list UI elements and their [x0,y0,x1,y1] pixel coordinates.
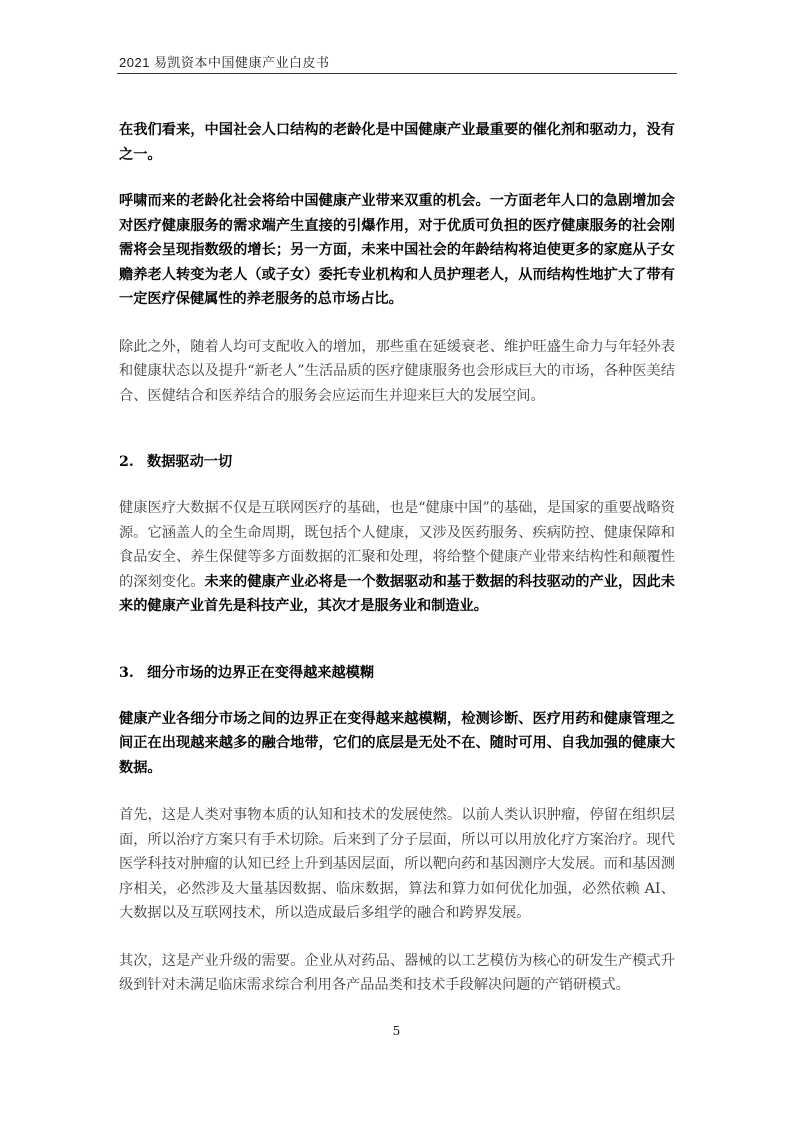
page-body [119,118,675,998]
section-heading-3 [119,661,675,685]
paragraph-aging-opportunity: 呼啸而来的老龄化社会将给中国健康产业带来双重的机会。一方面老年人口的急剧增加会对医疗健康服务的需求端产生直接的引爆作用，对于优质可负担的医疗健康服务的社会刚需将会呈现指数级的增长；另一方面，未来中国社会的年龄结构将迫使更多的家庭从子女赡养老人转变为老人（或子女）委托专业机构和人员护理老人，从而结构性地扩大了带有一定医疗保健属性的养老服务的总市场占比。 [119,193,675,307]
paragraph-aging-driver: 在我们看来，中国社会人口结构的老龄化是中国健康产业最重要的催化剂和驱动力，没有之一。 [119,122,675,163]
section-number: 3. [119,664,134,681]
paragraph-big-data-text: 健康医疗大数据不仅是互联网医疗的基础，也是“健康中国”的基础，是国家的重要战略资源。它涵盖人的全生命周期，既包括个人健康，又涉及医药服务、疾病防控、健康保障和食品安全、养生保健等多方面数据的汇聚和处理，将给整个健康产业带来结构性和颠覆性的深刻变化。 [119,500,675,590]
paragraph-big-data [119,496,675,619]
paragraph-income-growth: 除此之外，随着人均可支配收入的增加，那些重在延缓衰老、维护旺盛生命力与年轻外表和健康状态以及提升“新老人”生活品质的医疗健康服务也会形成巨大的市场，各种医美结合、医健结合和医养结合的服务会应运而生并迎来巨大的发展空间。 [119,338,675,404]
paragraph-second-reason: 其次，这是产业升级的需要。企业从对药品、器械的以工艺模仿为核心的研发生产模式升级到针对未满足临床需求综合利用各产品品类和技术手段解决问题的产销研模式。 [119,952,675,993]
section-title: 细分市场的边界正在变得越来越模糊 [147,664,375,681]
section-title: 数据驱动一切 [147,454,233,470]
document-header: 2021 易凯资本中国健康产业白皮书 [119,55,330,70]
section-number: 2. [119,454,134,470]
header-divider [117,73,677,74]
page-number: 5 [392,1024,401,1038]
section-heading-2 [119,450,675,474]
paragraph-big-data-emphasis: 未来的健康产业必将是一个数据驱动和基于数据的科技驱动的产业，因此未来的健康产业首先是科技产业，其次才是服务业和制造业。 [119,573,675,614]
paragraph-blurring-boundaries: 健康产业各细分市场之间的边界正在变得越来越模糊，检测诊断、医疗用药和健康管理之间正在出现越来越多的融合地带，它们的底层是无处不在、随时可用、自我加强的健康大数据。 [119,710,675,776]
paragraph-first-reason: 首先，这是人类对事物本质的认知和技术的发展使然。以前人类认识肿瘤，停留在组织层面，所以治疗方案只有手术切除。后来到了分子层面，所以可以用放化疗方案治疗。现代医学科技对肿瘤的认知已经上升到基因层面，所以靶向药和基因测序大发展。而和基因测序相关，必然涉及大量基因数据、临床数据，算法和算力如何优化加强，必然依赖 AI、大数据以及互联网技术，所以造成最后多组学的融合和跨界发展。 [119,807,675,921]
